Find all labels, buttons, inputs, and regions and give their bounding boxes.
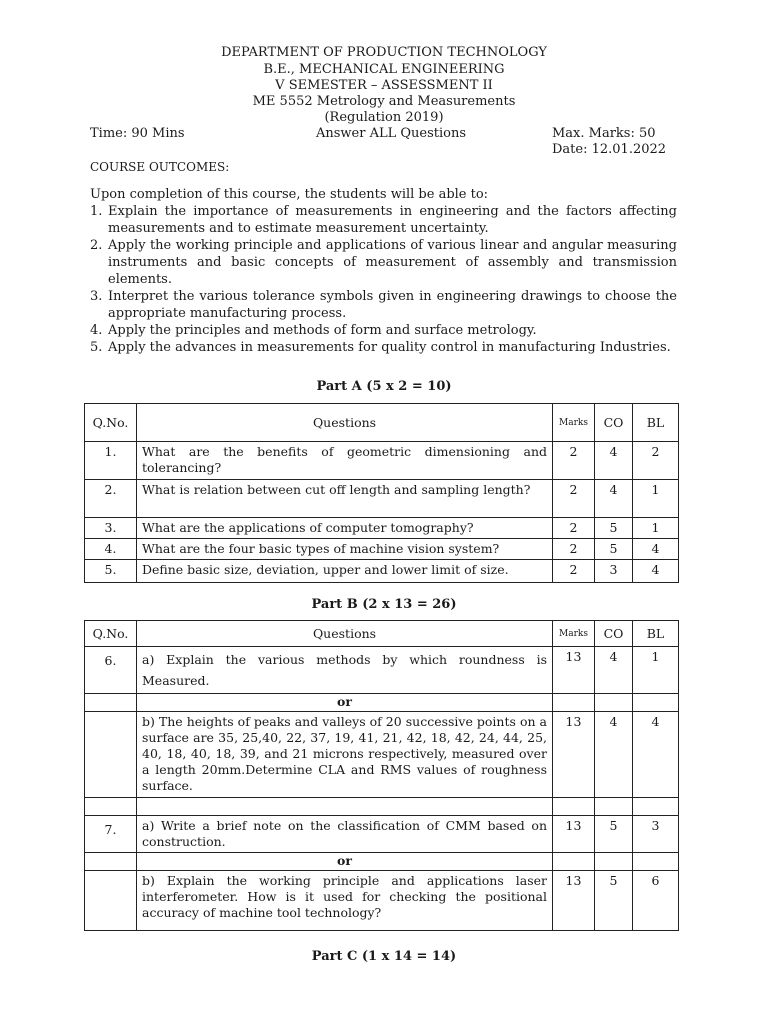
marks-header: Marks	[553, 404, 595, 442]
co-cell: 4	[595, 712, 633, 798]
bl-cell: 1	[633, 647, 679, 694]
qno-cell: 3.	[85, 518, 137, 539]
table-header-row	[85, 621, 679, 647]
part-b-title: Part B (2 x 13 = 26)	[311, 597, 457, 612]
marks-cell: 13	[553, 712, 595, 798]
bl-cell: 4	[633, 712, 679, 798]
time-label: Time: 90 Mins	[90, 126, 185, 141]
qno-cell: 7.	[85, 816, 137, 853]
co-cell: 5	[595, 518, 633, 539]
max-marks: Max. Marks: 50	[552, 126, 656, 141]
or-label: or	[137, 853, 553, 871]
table-row	[85, 647, 679, 694]
question-cell: What are the four basic types of machine vision system?	[137, 539, 553, 560]
marks-cell: 2	[553, 539, 595, 560]
co-cell: 4	[595, 647, 633, 694]
question-cell: a) Explain the various methods by which roundness is Measured.	[137, 647, 553, 694]
question-cell: What are the applications of computer tomography?	[137, 518, 553, 539]
outcome-item: 4. Apply the principles and methods of form and surface metrology.	[90, 323, 537, 338]
bl-header: BL	[633, 404, 679, 442]
bl-header: BL	[633, 621, 679, 647]
questions-header: Questions	[137, 621, 553, 647]
outcomes-intro: Upon completion of this course, the students will be able to:	[90, 187, 489, 202]
bl-cell: 1	[633, 480, 679, 518]
qno-cell: 5.	[85, 560, 137, 583]
question-cell: b) Explain the working principle and applications laser interferometer. How is it used for checking the positional accuracy of machine tool technology?	[137, 871, 553, 931]
semester: V SEMESTER – ASSESSMENT II	[275, 78, 493, 93]
qno-cell: 4.	[85, 539, 137, 560]
questions-header: Questions	[137, 404, 553, 442]
question-cell: Define basic size, deviation, upper and lower limit of size.	[137, 560, 553, 583]
marks-header: Marks	[553, 621, 595, 647]
marks-cell: 2	[553, 480, 595, 518]
or-row	[85, 694, 679, 712]
question-cell: What are the benefits of geometric dimensioning and tolerancing?	[137, 442, 553, 480]
question-cell: b) The heights of peaks and valleys of 20 successive points on a surface are 35, 25,40, 22, 37, 19, 41, 21, 42, 18, 42, 24, 44, 25, 40, 18, 40, 18, 39, and 21 microns respectively, measured over a length 20mm.Determine CLA and RMS values of roughness surface.	[137, 712, 553, 798]
marks-cell: 2	[553, 442, 595, 480]
marks-cell: 13	[553, 647, 595, 694]
instruction: Answer ALL Questions	[316, 126, 467, 141]
co-cell: 4	[595, 480, 633, 518]
qno-header: Q.No.	[85, 621, 137, 647]
part-b-table	[84, 620, 679, 931]
spacer-row	[85, 798, 679, 816]
bl-cell: 6	[633, 871, 679, 931]
question-cell: What is relation between cut off length and sampling length?	[137, 480, 553, 518]
programme: B.E., MECHANICAL ENGINEERING	[263, 62, 505, 77]
table-row	[85, 871, 679, 931]
part-a-title: Part A (5 x 2 = 10)	[316, 379, 452, 394]
marks-cell: 2	[553, 518, 595, 539]
bl-cell: 2	[633, 442, 679, 480]
co-cell: 5	[595, 816, 633, 853]
marks-cell: 13	[553, 871, 595, 931]
bl-cell: 4	[633, 539, 679, 560]
outcome-item: 5. Apply the advances in measurements for quality control in manufacturing Industries.	[90, 340, 671, 355]
co-cell: 3	[595, 560, 633, 583]
course-name: ME 5552 Metrology and Measurements	[252, 94, 516, 109]
question-cell: a) Write a brief note on the classification of CMM based on construction.	[137, 816, 553, 853]
table-row	[85, 518, 679, 539]
exam-date: Date: 12.01.2022	[552, 142, 667, 157]
or-label: or	[137, 694, 553, 712]
department-title: DEPARTMENT OF PRODUCTION TECHNOLOGY	[221, 45, 547, 60]
course-outcomes-heading: COURSE OUTCOMES:	[90, 160, 230, 174]
qno-cell: 1.	[85, 442, 137, 480]
qno-cell: 6.	[85, 647, 137, 694]
table-row	[85, 712, 679, 798]
table-row	[85, 816, 679, 853]
part-c-title: Part C (1 x 14 = 14)	[311, 949, 457, 964]
outcome-item: 1. Explain the importance of measurements in engineering and the factors affecting measurements and to estimate measurement uncertainty.	[90, 204, 677, 236]
qno-cell: 2.	[85, 480, 137, 518]
part-a-table	[84, 403, 679, 583]
course-outcomes-list	[90, 186, 677, 356]
co-cell: 4	[595, 442, 633, 480]
or-row	[85, 853, 679, 871]
bl-cell: 4	[633, 560, 679, 583]
co-header: CO	[595, 404, 633, 442]
regulation: (Regulation 2019)	[324, 110, 444, 125]
outcome-item: 2. Apply the working principle and applications of various linear and angular measuring instruments and basic concepts of measurement of assembly and transmission elements.	[90, 238, 677, 287]
table-row	[85, 480, 679, 518]
table-row	[85, 560, 679, 583]
co-header: CO	[595, 621, 633, 647]
marks-cell: 2	[553, 560, 595, 583]
table-row	[85, 442, 679, 480]
marks-cell: 13	[553, 816, 595, 853]
co-cell: 5	[595, 871, 633, 931]
qno-header: Q.No.	[85, 404, 137, 442]
table-row	[85, 539, 679, 560]
bl-cell: 1	[633, 518, 679, 539]
bl-cell: 3	[633, 816, 679, 853]
table-header-row	[85, 404, 679, 442]
outcome-item: 3. Interpret the various tolerance symbols given in engineering drawings to choose the appropriate manufacturing process.	[90, 289, 677, 321]
co-cell: 5	[595, 539, 633, 560]
